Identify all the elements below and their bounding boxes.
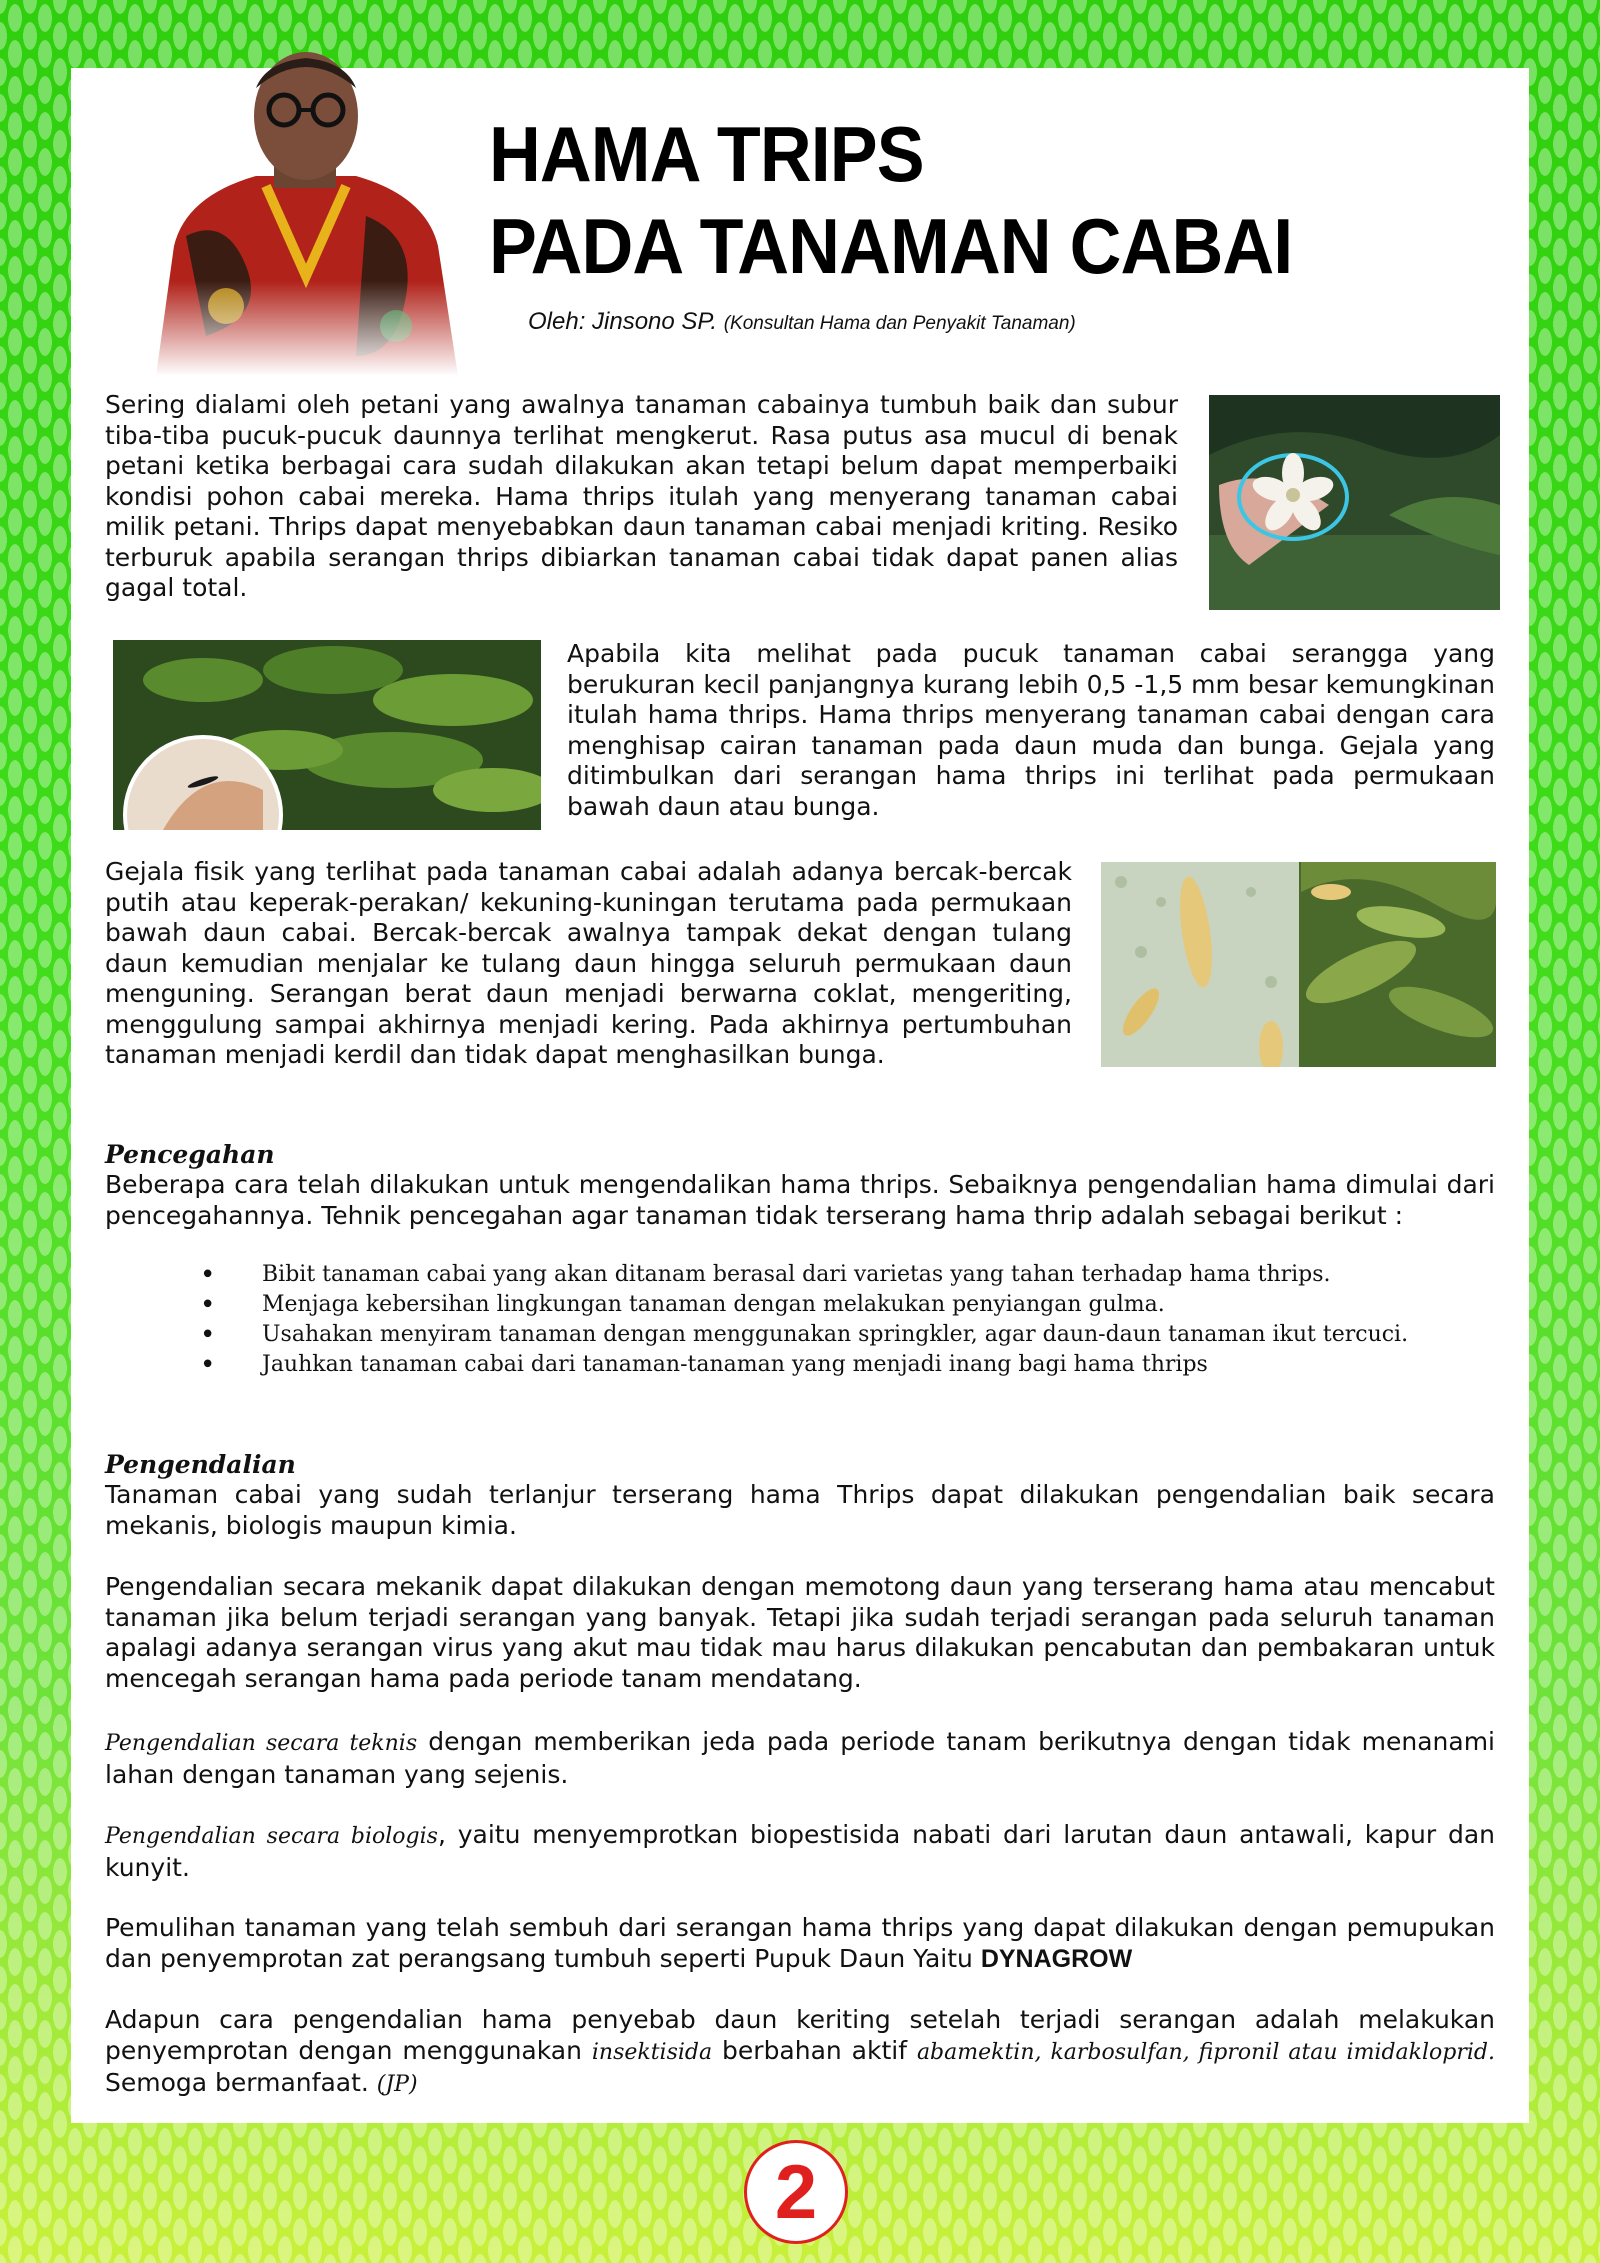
closing-text-c: Semoga bermanfaat. [105,2068,377,2097]
pencegahan-paragraph: Beberapa cara telah dilakukan untuk mengendalikan hama thrips. Sebaiknya pengendalian hama dimulai dari pencegahannya. Tehnik pencegahan agar tanaman tidak terserang hama thrip adalah sebagai berikut : [105,1170,1495,1230]
author-name: Oleh: Jinsono SP. [528,308,718,335]
flower-thrips-photo [1209,395,1500,610]
pengendalian-paragraph-4 [105,1820,1495,1883]
thrips-on-finger-photo [113,640,541,830]
active-ingredients: abamektin, karbosulfan, fipronil atau imidakloprid. [916,2039,1495,2065]
brand-name: DYNAGROW [980,1944,1133,1973]
pemulihan-text: Pemulihan tanaman yang telah sembuh dari serangan hama thrips yang dapat dilakukan dengan pemupukan dan penyemprotan zat perangsang tumbuh seperti Pupuk Daun Yaitu [105,1913,1495,1973]
list-item: • Menjaga kebersihan lingkungan tanaman dengan melakukan penyiangan gulma. [200,1290,1500,1320]
author-initials: (JP) [376,2072,418,2097]
closing-text-a: Adapun cara pengendalian hama penyebab daun keriting setelah terjadi serangan adalah melakukan penyemprotan dengan menggunakan [105,2005,1495,2065]
pencegahan-list [200,1260,1500,1380]
pencegahan-heading: Pencegahan [105,1140,275,1169]
list-item: • Jauhkan tanaman cabai dari tanaman-tanaman yang menjadi inang bagi hama thrips [200,1350,1500,1380]
pengendalian-heading: Pengendalian [105,1450,296,1479]
intro-paragraph-1: Sering dialami oleh petani yang awalnya tanaman cabainya tumbuh baik dan subur tiba-tiba pucuk-pucuk daunnya terlihat mengkerut. Rasa putus asa mucul di benak petani ketika berbagai cara sudah dilakukan akan tetapi belum dapat memperbaiki kondisi pohon cabai mereka. Hama thrips itulah yang menyerang tanaman cabai milik petani. Thrips dapat menyebabkan daun tanaman cabai menjadi kriting. Resiko terburuk apabila serangan thrips dibiarkan tanaman cabai tidak dapat panen alias gagal total. [105,390,1178,602]
pengendalian-paragraph-5 [105,1913,1495,1974]
pengendalian-paragraph-1: Tanaman cabai yang sudah terlanjur terserang hama Thrips dapat dilakukan pengendalian baik secara mekanis, biologis maupun kimia. [105,1480,1495,1540]
title-line-2: PADA TANAMAN CABAI [489,202,1293,290]
pengendalian-paragraph-6 [105,2005,1495,2101]
list-item: • Usahakan menyiram tanaman dengan menggunakan springkler, agar daun-daun tanaman ikut tercuci. [200,1320,1500,1350]
thrips-closeup-photo [1101,862,1496,1067]
list-item: • Bibit tanaman cabai yang akan ditanam berasal dari varietas yang tahan terhadap hama thrips. [200,1260,1500,1290]
pengendalian-paragraph-3 [105,1727,1495,1790]
biologis-label: Pengendalian secara biologis [105,1824,438,1849]
insektisida-term: insektisida [591,2039,713,2065]
title-line-1: HAMA TRIPS [489,110,924,198]
author-portrait [146,36,466,376]
author-affiliation: (Konsultan Hama dan Penyakit Tanaman) [723,313,1076,334]
teknis-text: dengan memberikan jeda pada periode tanam berikutnya dengan tidak menanami lahan dengan tanaman yang sejenis. [105,1727,1495,1789]
page-number-badge: 2 [744,2140,848,2244]
teknis-label: Pengendalian secara teknis [105,1731,418,1756]
byline [528,308,1076,336]
article-panel [71,68,1529,2123]
closing-text-b: berbahan aktif [712,2035,917,2065]
intro-paragraph-2: Apabila kita melihat pada pucuk tanaman cabai serangga yang berukuran kecil panjangnya kurang lebih 0,5 -1,5 mm besar kemungkinan itulah hama thrips. Hama thrips menyerang tanaman cabai dengan cara menghisap cairan tanaman pada daun muda dan bunga. Gejala yang ditimbulkan dari serangan hama thrips ini terlihat pada permukaan bawah daun atau bunga. [567,639,1495,821]
article-title [489,108,1292,292]
biologis-text: , yaitu menyemprotkan biopestisida nabati dari larutan daun antawali, kapur dan kunyit. [105,1820,1495,1882]
intro-paragraph-3: Gejala fisik yang terlihat pada tanaman cabai adalah adanya bercak-bercak putih atau keperak-perakan/ kekuning-kuningan terutama pada permukaan bawah daun cabai. Bercak-bercak awalnya tampak dekat dengan tulang daun kemudian menjalar ke tulang daun hingga seluruh permukaan daun menguning. Serangan berat daun menjadi berwarna coklat, mengeriting, menggulung sampai akhirnya menjadi kering. Pada akhirnya pertumbuhan tanaman menjadi kerdil dan tidak dapat menghasilkan bunga. [105,857,1072,1069]
pengendalian-paragraph-2: Pengendalian secara mekanik dapat dilakukan dengan memotong daun yang terserang hama atau mencabut tanaman jika belum terjadi serangan yang banyak. Tetapi jika sudah terjadi serangan pada seluruh tanaman apalagi adanya serangan virus yang akut mau tidak mau harus dilakukan pencabutan dan pembakaran untuk mencegah serangan hama pada periode tanam mendatang. [105,1572,1495,1693]
